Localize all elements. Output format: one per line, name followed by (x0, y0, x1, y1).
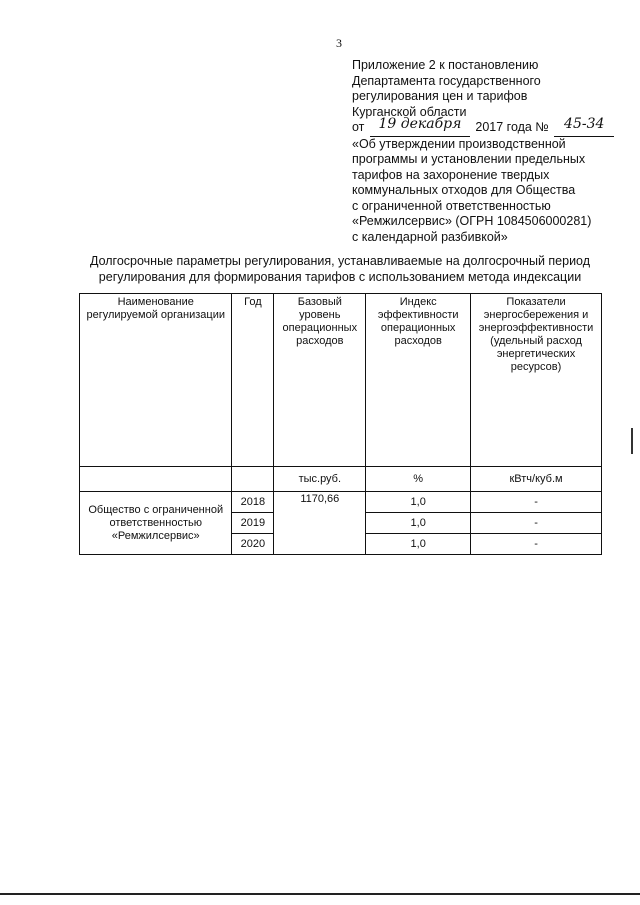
handwritten-number: 45-34 (564, 116, 605, 132)
row-energy: - (471, 534, 602, 555)
unit-energy: кВтч/куб.м (471, 467, 602, 492)
appendix-date-line (352, 116, 622, 137)
appendix-line: тарифов на захоронение твердых (352, 167, 550, 182)
appendix-line: Курганской области (352, 104, 467, 119)
appendix-line: с календарной разбивкой» (352, 229, 508, 244)
unit-empty (232, 467, 274, 492)
appendix-line: Департамента государственного (352, 73, 541, 88)
header-org: Наименование регулируемой организации (80, 294, 232, 467)
appendix-line: коммунальных отходов для Общества (352, 183, 576, 197)
unit-base: тыс.руб. (274, 467, 366, 492)
header-energy: Показатели энергосбережения и энергоэффективности (удельный расход энергетических ресурсов) (471, 294, 602, 467)
header-base: Базовый уровень операционных расходов (274, 294, 366, 467)
row-year: 2020 (232, 534, 274, 555)
date-prefix: от (352, 120, 365, 134)
row-year: 2018 (232, 492, 274, 513)
row-index: 1,0 (366, 534, 471, 555)
row-index: 1,0 (366, 513, 471, 534)
appendix-line: «Ремжилсервис» (ОГРН 1084506000281) (352, 214, 592, 228)
table-units-row (80, 467, 602, 492)
appendix-line: «Об утверждении производственной (352, 136, 566, 151)
header-index: Индекс эффективности операционных расходов (366, 294, 471, 467)
table-row (80, 492, 602, 513)
row-energy: - (471, 513, 602, 534)
unit-empty (80, 467, 232, 492)
row-year: 2019 (232, 513, 274, 534)
title-line: регулирования для формирования тарифов с использованием метода индексации (98, 270, 582, 284)
appendix-line: регулирования цен и тарифов (352, 89, 528, 103)
base-value: 1170,66 (274, 492, 366, 555)
appendix-header (352, 58, 622, 245)
year-text: 2017 года № (475, 120, 549, 134)
page-number: 3 (336, 36, 342, 50)
title-line: Долгосрочные параметры регулирования, устанавливаемые на долгосрочный период (89, 254, 591, 268)
organization-name: Общество с ограниченной ответственностью «Ремжилсервис» (80, 492, 232, 555)
appendix-line: с ограниченной ответственностью (352, 198, 551, 213)
row-index: 1,0 (366, 492, 471, 513)
row-energy: - (471, 492, 602, 513)
document-title (80, 253, 600, 285)
appendix-line: программы и установлении предельных (352, 152, 586, 166)
handwritten-date: 19 декабря (378, 116, 462, 132)
header-year: Год (232, 294, 274, 467)
scan-edge-mark (631, 428, 633, 454)
table-header-row (80, 294, 602, 467)
appendix-line: Приложение 2 к постановлению (352, 58, 539, 72)
unit-index: % (366, 467, 471, 492)
number-blank (554, 116, 614, 137)
date-blank (370, 116, 470, 137)
parameters-table (79, 293, 602, 555)
scan-bottom-edge (0, 893, 640, 895)
